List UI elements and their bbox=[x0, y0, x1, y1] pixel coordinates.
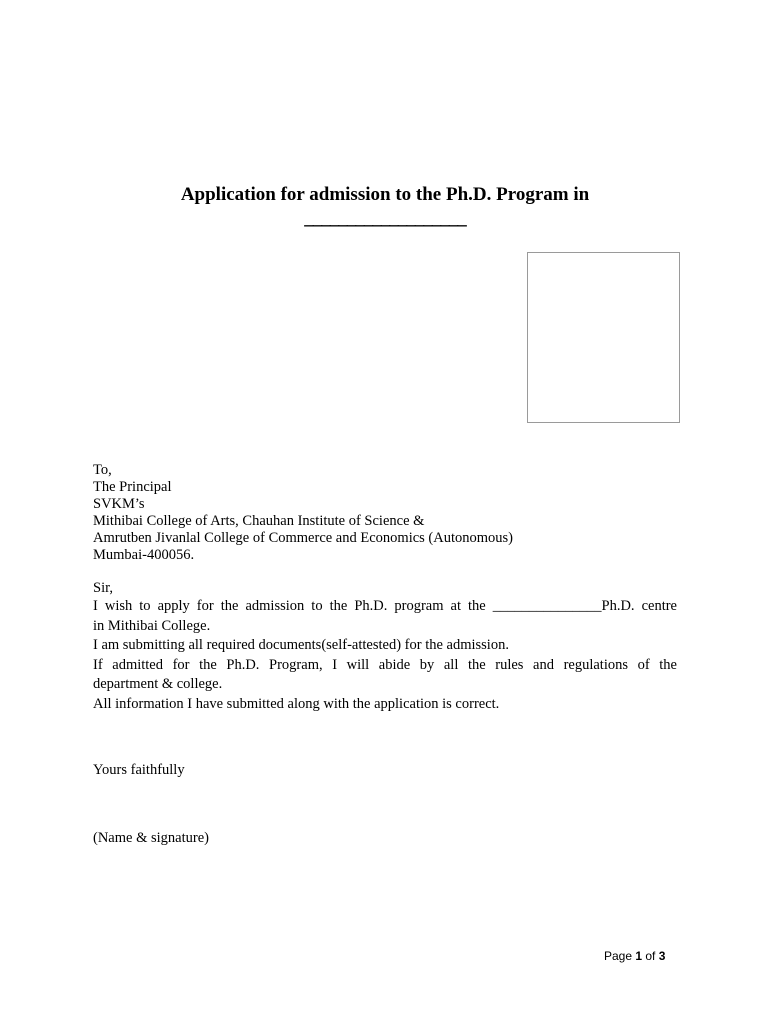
address-line-principal: The Principal bbox=[93, 479, 172, 495]
salutation: Sir, bbox=[93, 580, 113, 596]
photo-placeholder-box bbox=[527, 252, 680, 423]
address-line-college-2: Amrutben Jivanlal College of Commerce and Economics (Autonomous) bbox=[93, 530, 514, 546]
closing-text: Yours faithfully bbox=[93, 762, 185, 778]
recipient-address bbox=[93, 462, 683, 564]
body-paragraph-4: All information I have submitted along with the application is correct. bbox=[93, 695, 500, 712]
letter-body bbox=[93, 597, 677, 714]
document-title: Application for admission to the Ph.D. Program in bbox=[180, 184, 590, 205]
page-total: 3 bbox=[658, 949, 666, 963]
page-of: of bbox=[642, 949, 659, 963]
address-line-to: To, bbox=[93, 462, 112, 478]
body-paragraph-2: I am submitting all required documents(self-attested) for the admission. bbox=[93, 637, 509, 653]
address-line-city: Mumbai-400056. bbox=[93, 547, 195, 563]
body-paragraph-3-line-2: department & college. bbox=[93, 676, 223, 692]
body-paragraph-1-line-2: in Mithibai College. bbox=[93, 617, 211, 634]
program-name-blank: ___________________ bbox=[304, 208, 466, 229]
page-number bbox=[604, 948, 665, 964]
address-line-college: Mithibai College of Arts, Chauhan Institute of Science & bbox=[93, 513, 425, 529]
page-label: Page bbox=[604, 949, 636, 963]
address-line-svkm: SVKM’s bbox=[93, 496, 145, 512]
body-paragraph-3-line-1: If admitted for the Ph.D. Program, I will abide by all the rules and regulations of the bbox=[93, 656, 677, 673]
page-current: 1 bbox=[635, 949, 643, 963]
body-paragraph-1-line-1: I wish to apply for the admission to the Ph.D. program at the _______________Ph.D. centre bbox=[93, 598, 677, 614]
signature-line: (Name & signature) bbox=[93, 830, 209, 846]
